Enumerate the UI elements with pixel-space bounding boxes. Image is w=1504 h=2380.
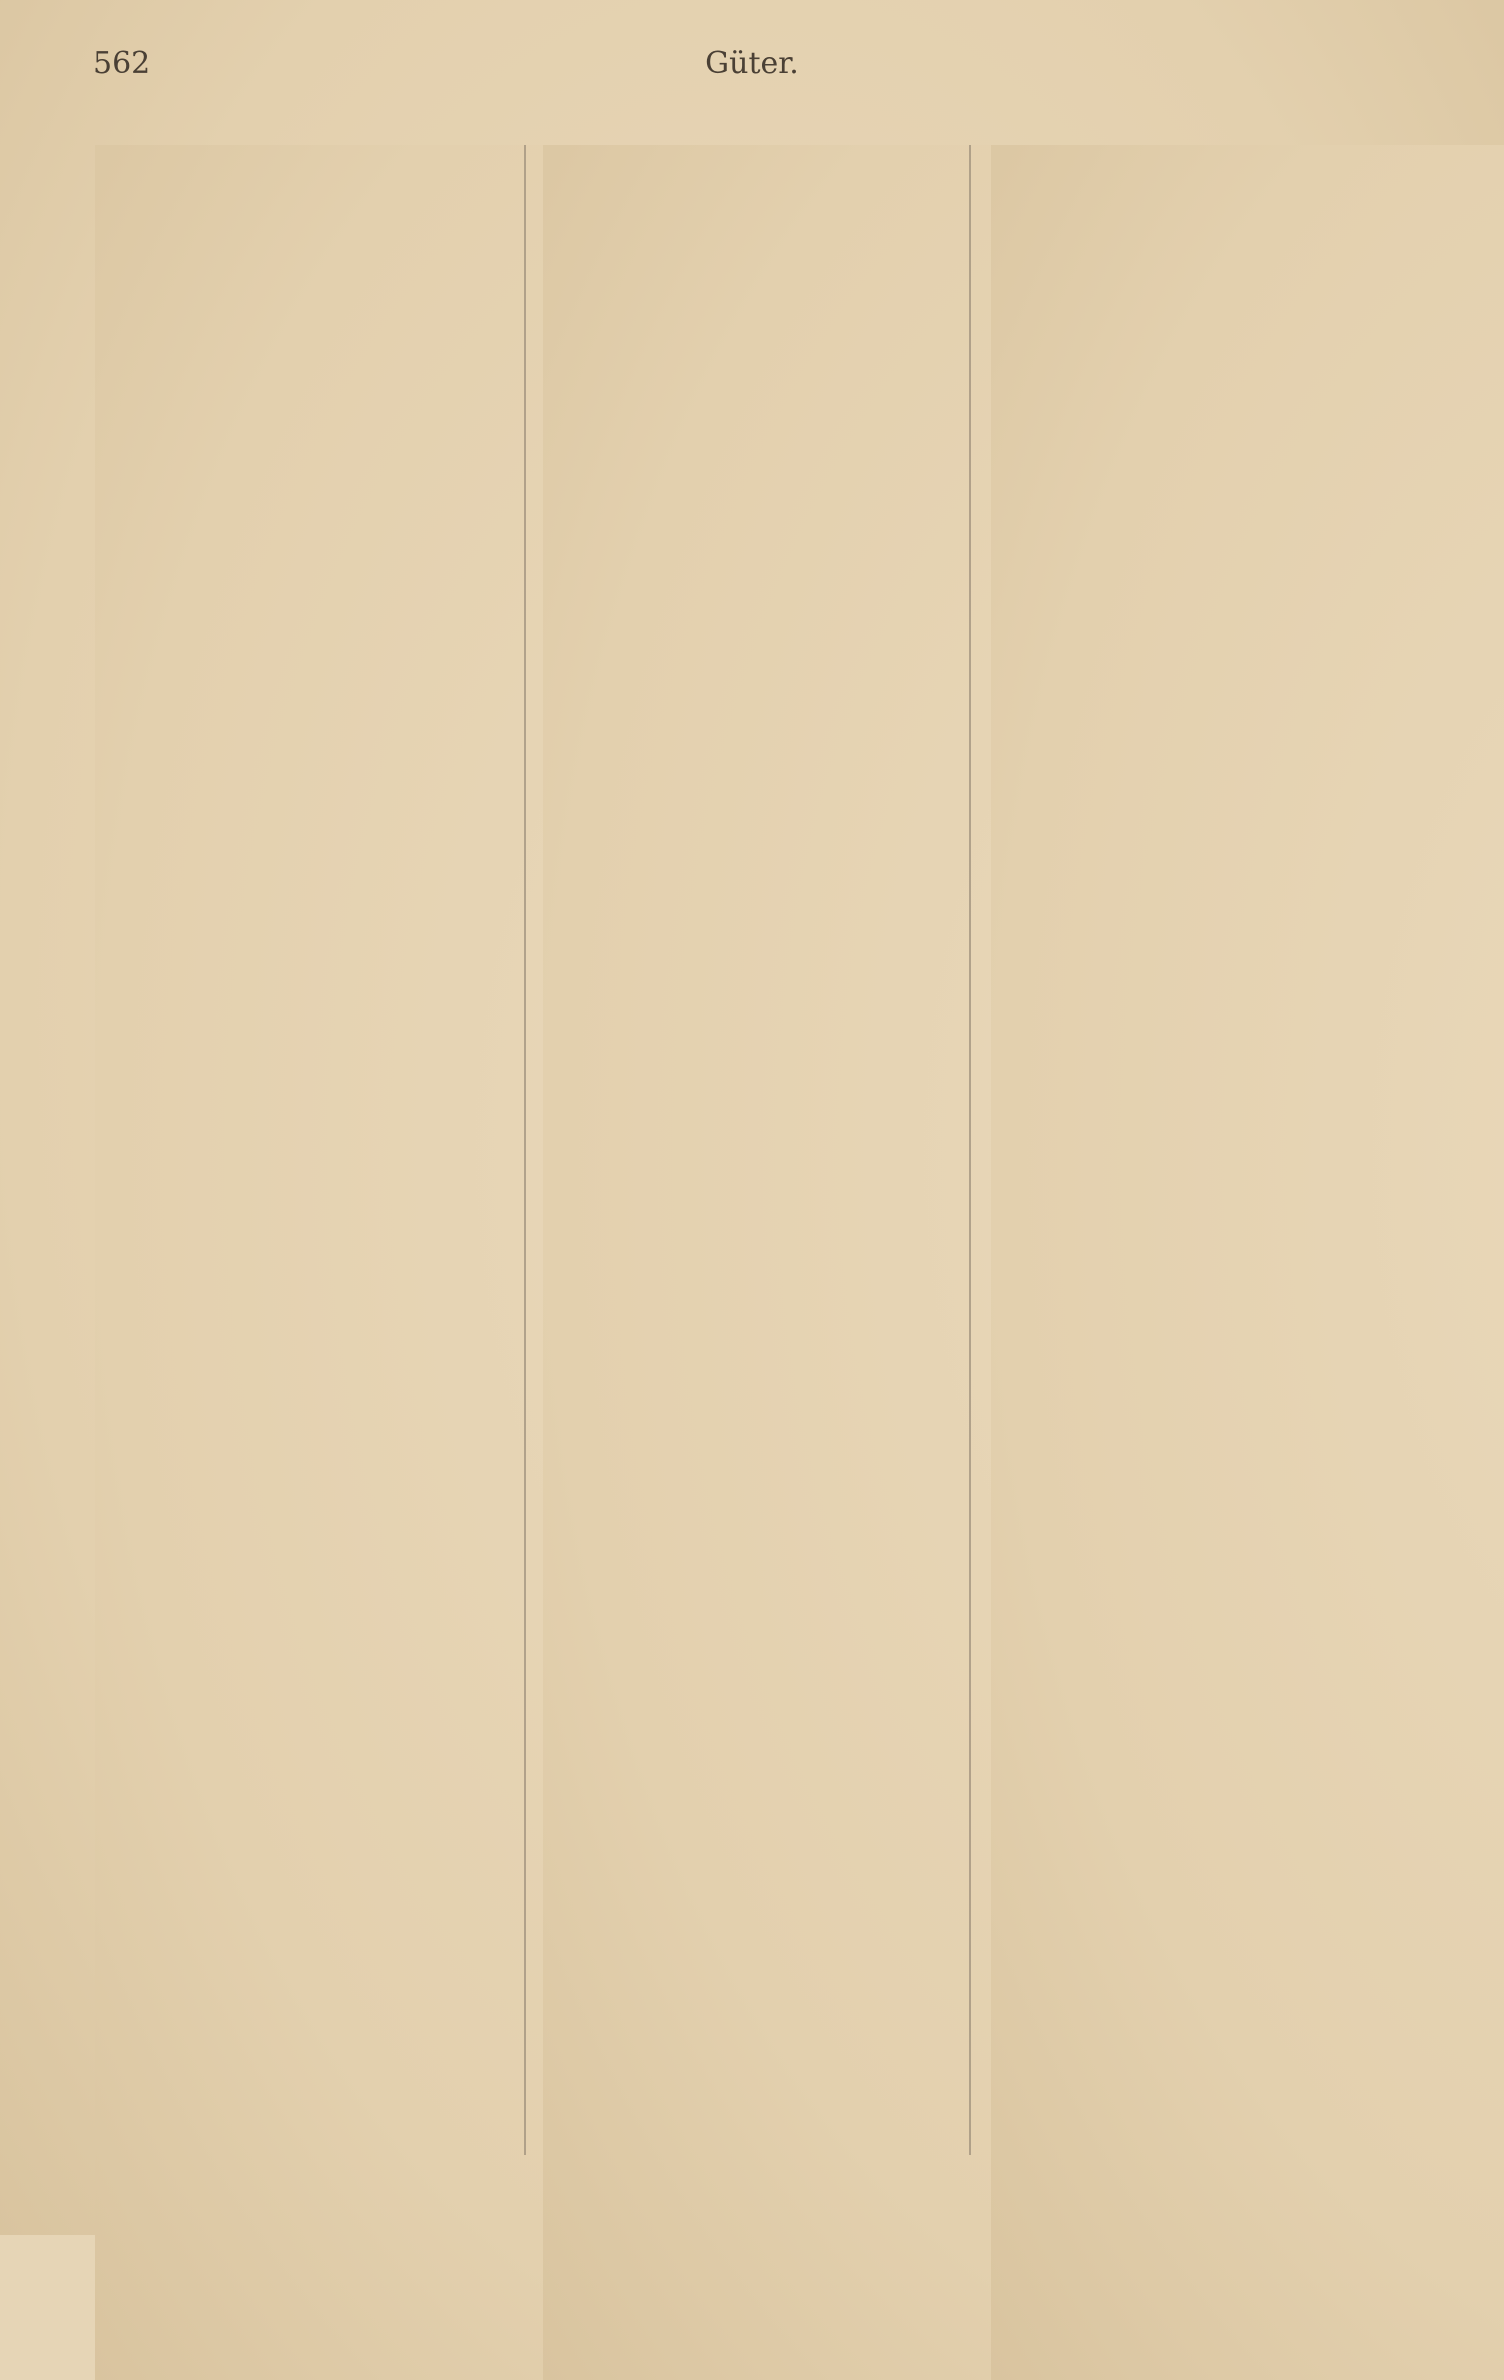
entry-page-number [991, 2133, 1391, 2167]
column-divider [524, 145, 526, 2155]
index-entry [991, 2133, 1391, 2167]
entry-page-number [543, 2133, 943, 2167]
index-entry [543, 2133, 943, 2167]
column-divider [969, 145, 971, 2155]
index-column-2 [543, 145, 943, 2166]
page-title: Güter. [705, 46, 799, 81]
index-column-3 [991, 145, 1391, 2166]
page-header [0, 46, 1504, 86]
index-entry [95, 2133, 495, 2167]
page-number: 562 [93, 46, 151, 81]
index-column-1 [95, 145, 495, 2166]
entry-page-number [95, 2133, 495, 2167]
